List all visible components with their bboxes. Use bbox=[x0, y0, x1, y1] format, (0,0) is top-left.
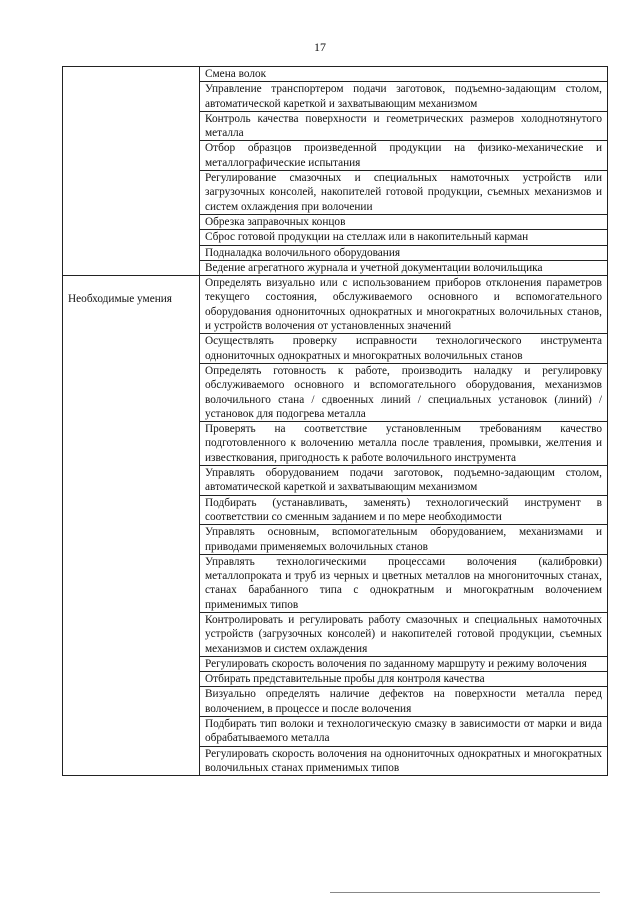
table-cell-item: Контролировать и регулировать работу смазочных и специальных намоточных устройств (загрузочных консолей) и накопителей готовой продукции, съемных механизмов и систем охлаждения bbox=[200, 612, 608, 656]
page-number: 17 bbox=[314, 40, 326, 54]
table-cell-item: Визуально определять наличие дефектов на поверхности металла перед волочением, в процессе и после волочения bbox=[200, 687, 608, 717]
table-cell-item: Управлять технологическими процессами волочения (калибровки) металлопроката и труб из черных и цветных металлов на многониточных станах, станах барабанного типа с однократным и многократным волочением применимых типов bbox=[200, 554, 608, 612]
table-cell-item: Обрезка заправочных концов bbox=[200, 214, 608, 229]
table-cell-item: Регулирование смазочных и специальных намоточных устройств или загрузочных консолей, накопителей готовой продукции, съемных механизмов и систем охлаждения при волочении bbox=[200, 171, 608, 215]
table-cell-item: Управлять оборудованием подачи заготовок, подъемно-задающим столом, автоматической кареткой и захватывающим механизмом bbox=[200, 466, 608, 496]
table-cell-item: Подбирать тип волоки и технологическую смазку в зависимости от марки и вида обрабатываемого металла bbox=[200, 717, 608, 747]
page-bottom-rule bbox=[330, 892, 600, 893]
table-cell-item: Регулировать скорость волочения по заданному маршруту и режиму волочения bbox=[200, 656, 608, 671]
table-cell-item: Проверять на соответствие установленным требованиям качество подготовленного к волочению металла после травления, промывки, желтения и известкования, пригодность к работе волочильного инструмента bbox=[200, 422, 608, 466]
table-cell-item: Отбор образцов произведенной продукции на физико-механические и металлографические испытания bbox=[200, 141, 608, 171]
table-cell-item: Сброс готовой продукции на стеллаж или в накопительный карман bbox=[200, 230, 608, 245]
section-label-continued bbox=[63, 67, 200, 276]
table-cell-item: Определять визуально или с использованием приборов отклонения параметров текущего состояния, обслуживаемого основного и вспомогательного оборудования однониточных однократных и многократных волочильных станов, и устройств волочения от установленных значений bbox=[200, 276, 608, 334]
table-cell-item: Осуществлять проверку исправности технологического инструмента однониточных однократных и многократных волочильных станов bbox=[200, 334, 608, 364]
table-cell-item: Ведение агрегатного журнала и учетной документации волочильщика bbox=[200, 260, 608, 275]
table-cell-item: Отбирать представительные пробы для контроля качества bbox=[200, 672, 608, 687]
table-cell-item: Подналадка волочильного оборудования bbox=[200, 245, 608, 260]
table-row bbox=[63, 67, 608, 82]
section-label-skills: Необходимые умения bbox=[63, 276, 200, 776]
table-cell-item: Смена волок bbox=[200, 67, 608, 82]
table-cell-item: Контроль качества поверхности и геометрических размеров холоднотянутого металла bbox=[200, 111, 608, 141]
table-cell-item: Регулировать скорость волочения на однониточных однократных и многократных волочильных станах применимых типов bbox=[200, 746, 608, 776]
requirements-table bbox=[62, 66, 608, 776]
table-cell-item: Подбирать (устанавливать, заменять) технологический инструмент в соответствии со сменным заданием и по мере необходимости bbox=[200, 495, 608, 525]
requirements-table-body bbox=[63, 67, 608, 776]
table-cell-item: Определять готовность к работе, производить наладку и регулировку обслуживаемого основного и вспомогательного оборудования, механизмов волочильного стана / сдвоенных линий / специальных установок (линий) / установок для подогрева металла bbox=[200, 363, 608, 421]
table-cell-item: Управление транспортером подачи заготовок, подъемно-задающим столом, автоматической кареткой и захватывающим механизмом bbox=[200, 82, 608, 112]
table-row bbox=[63, 276, 608, 334]
table-cell-item: Управлять основным, вспомогательным оборудованием, механизмами и приводами применяемых волочильных станов bbox=[200, 525, 608, 555]
